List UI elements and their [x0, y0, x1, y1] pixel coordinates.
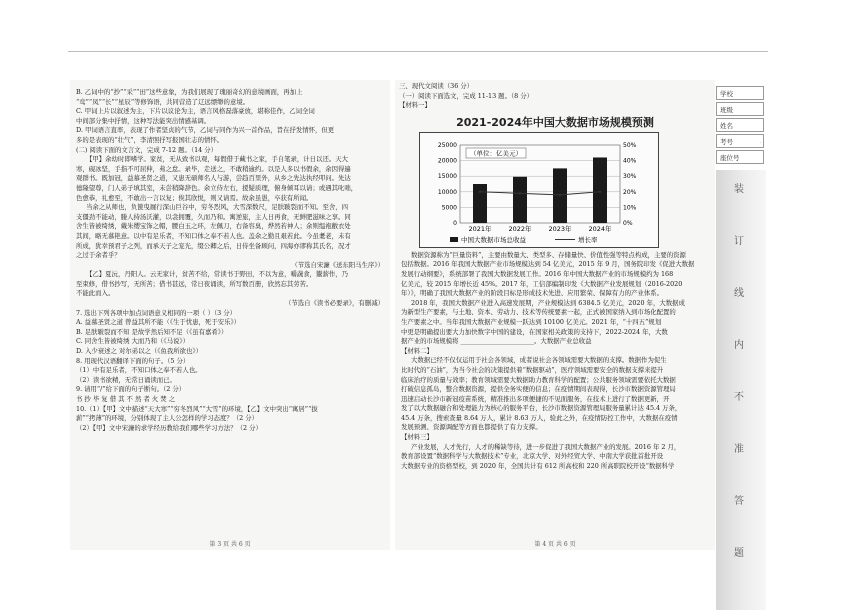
bar-2021年	[473, 184, 487, 223]
text-line: 【材料二】	[401, 346, 433, 355]
text-line: 中更是明确提出要大力加快数字中国的建设，在国家相关政策的支持下，2022-2024 年，大数	[401, 327, 668, 336]
x-tick-label: 2023年	[548, 224, 572, 233]
legend-line-label: 增长率	[578, 235, 598, 244]
text-line: 之过于余者乎？	[76, 251, 121, 260]
x-tick-label: 2024年	[588, 224, 612, 233]
student-info-field[interactable]: 考号	[716, 134, 764, 148]
section-heading: （一）阅读下面选文，完成 11-13 题。（8 分）	[399, 91, 534, 100]
growth-rate-point	[519, 192, 521, 194]
legend-bar-swatch	[450, 237, 458, 242]
student-info-field[interactable]: 学校	[716, 86, 764, 100]
growth-rate-point	[599, 190, 601, 192]
text-line: 发展行动纲要》，系统部署了我国大数据发展工作。2016 年中国大数据产业的市场规模约为 168	[401, 269, 674, 278]
text-line: B. 乙词中的“抄”“采”“田”这些意象，为我们展现了瑰丽奇幻的意境画面，再加上	[76, 88, 303, 96]
text-line: 多的是表现的“壮气”，李清照抒写报国壮志的情怀。	[76, 135, 224, 144]
seal-char: 准	[734, 444, 744, 455]
text-line: 9. 请用“/”给下面的句子断句。（2 分）	[76, 385, 186, 394]
text-line: 薪”“拷薄”的环境，分别体现了主人公怎样的学习态度？（2 分）	[76, 414, 259, 423]
y-left-tick-label: 10000	[437, 188, 457, 196]
text-line: D. 入少衰述之 对尔弟以之（《鱼我所欲也》）	[76, 347, 203, 356]
text-line: 所成，犹幸预君子之列，而承天子之宠光，缀公卿之后，日侍坐备顾问，四海亦谬称其氏名，况才	[76, 241, 351, 250]
growth-rate-point	[559, 194, 561, 196]
text-line: B. 足肤皲裂而不知 是故学然后知不足（《虽有嘉肴》）	[76, 327, 228, 336]
text-line: 【甲】余幼时即嗜学。家贫，无从致书以观，每假借于藏书之家，手自笔录，计日以还。天大	[86, 155, 349, 164]
y-left-tick-label: 25000	[437, 141, 457, 149]
text-line: 临床治疗的质量与效率；教育领域需要大数据助力教育科学的配置；公共服务领域需要依托大数据	[401, 375, 676, 384]
seal-line-band	[716, 170, 766, 610]
text-line: 舍生皆被绮绣，戴朱缨宝饰之帽，腰白玉之环，左佩刀，右备容臭，烨然若神人；余则缊袍敝衣处	[76, 222, 351, 231]
text-line: （2）读书欲精，无常日诵读而已。	[76, 375, 176, 384]
text-line: “鸾”“凤”“长”“星辰”等修饰语，共同营造了辽远缥缈的意境。	[76, 97, 250, 106]
text-line: （1）中有足乐者，不知口体之奉不若人也。	[76, 366, 202, 375]
scan-mark: ·	[760, 140, 762, 146]
text-line: 产业发展，人才先行，人才的稀缺等待，进一步促进了我国大数据产业的发展。2016 年 2 月，	[411, 442, 681, 451]
y-left-tick-label: 5000	[441, 204, 457, 212]
text-line: 2018 年，我国大数据产业进入高速发展期，产业规模达到 6384.5 亿美元，2020 年，大数据成	[411, 298, 685, 307]
market-size-chart	[420, 133, 658, 247]
text-line: A. 益慕圣贤之道 曾益其所不能（《生于忧患，死于安乐》）	[76, 318, 241, 327]
seal-char: 线	[734, 288, 744, 299]
unit-label: （单位：亿美元）	[470, 149, 522, 158]
text-line: 支僵劲不能动，媵人持汤沃灌，以衾拥覆，久而乃和。寓逆旅，主人日再食，无鲜肥滋味之享。同	[76, 212, 351, 221]
text-line: 中间部分集中抒情，这种写法能突出情感基调。	[76, 116, 211, 125]
text-line: 发了以大数据融合和处理能力为核心的服务平台，长沙市数据资源管理局服务量累计达 45.4 万条，	[401, 404, 682, 413]
text-line: 年）》，明确了我国大数据产业的阶段目标是形成技术先进、应用繁荣、保障有力的产业体系。	[401, 289, 664, 298]
text-line: 其间，略无慕艳意。以中有足乐者，不知口体之奉不若人也。盖余之勤且艰若此。今虽耄老，未有	[76, 231, 351, 240]
y-left-tick-label: 0	[453, 219, 457, 227]
text-line: D. 甲词语言直率，表现了作者坚贞的气节，乙词与同作为兴一首作品，旨在抒发情怀，但更	[76, 126, 335, 135]
text-line: 观群书。既加冠，益慕圣贤之道，又患无硕师名人与游，尝趋百里外，从乡之先达执经叩问。先达	[76, 174, 351, 183]
page-footer-left: 第 3 页 共 6 页	[209, 541, 251, 548]
student-info-field[interactable]: 姓名	[716, 118, 764, 132]
text-line: 打破信息孤岛，整合数据资源，提供全务实便的信息；在疫情期间表现得，长沙市数据资源管理局	[401, 385, 676, 394]
text-line: 德隆望尊，门人弟子填其室，未尝稍降辞色。余立侍左右，援疑质理，俯身倾耳以请；或遇其叱咄，	[76, 183, 358, 192]
left-page-body	[70, 80, 390, 433]
text-line: 大数据专业的资格型校，到 2020 年，全国共计有 612 所高校和 220 所高职院校开设“数据科学	[401, 461, 675, 470]
section-heading: 【材料一】	[399, 101, 431, 110]
seal-char: 订	[734, 236, 744, 247]
text-line: 当余之从师也，负箧曳屣行深山巨谷中，穷冬烈风，大雪深数尺，足肤皲裂而不知。至舍，四	[86, 203, 349, 212]
bar-2022年	[513, 177, 527, 223]
y-left-tick-label: 15000	[437, 172, 457, 180]
text-line: 教育部设置“数据科学与大数据技术”专业，北京大学、对外经贸大学、中南大学获批首批开设	[401, 452, 664, 461]
seal-char: 不	[734, 392, 744, 403]
seal-char: 内	[734, 340, 744, 351]
right-page-body	[395, 251, 715, 472]
y-right-tick-label: 40%	[623, 157, 637, 165]
growth-rate-point	[479, 190, 481, 192]
text-line: 不能此而入。	[76, 289, 115, 298]
y-right-tick-label: 10%	[623, 204, 637, 212]
text-line: C. 甲词上片以叙述为主，下片以议论为主，语言风格磊落豪放，堪称佳作，乙词全词	[76, 107, 315, 116]
text-line: 7. 选出下列各项中加点词语意义相同的一项（ ）（3 分）	[76, 308, 237, 317]
y-right-tick-label: 30%	[623, 172, 637, 180]
text-line: 据产业的市场规模将 _______________________。大数据产业总收益	[401, 337, 592, 346]
seal-char: 题	[734, 548, 744, 559]
page-footer-right: 第 4 页 共 6 页	[534, 541, 576, 548]
text-line: 比时代的“石油”，为当今社会的决策提供着“数据驱动”，医疗领域需要安全的数据支撑来提升	[401, 365, 664, 374]
student-info-field[interactable]: 座位号	[716, 150, 764, 164]
x-tick-label: 2022年	[508, 224, 532, 233]
text-line: 亿美元，较 2015 年增长近 45%。2017 年，工信部编制印发《大数据产业发展规划（2016-2020	[401, 279, 683, 288]
growth-rate-line	[480, 192, 600, 195]
exam-page-3	[70, 80, 390, 550]
y-right-tick-label: 0%	[623, 219, 633, 227]
text-line: 【乙】夏沅，丹阳人。云无家计，贫苦不给，常读书于野田，不以为意，嚼蔬食，鬻薪作，乃	[86, 270, 349, 279]
y-left-tick-label: 20000	[437, 157, 457, 165]
text-line: 大数据已经不仅仅运用于社会各领域，成者说社会各领域需要大数据的支撑。数据作为促生	[411, 356, 667, 365]
text-line: 10.（1）【甲】文中描述“天大寒”“穷冬烈风”“大雪”的环境，【乙】文中突出“寓居”“拔	[76, 404, 318, 413]
text-line: 【材料三】	[401, 433, 433, 442]
text-line: C. 同舍生皆被绮绣 大而乃和（《马说》）	[76, 337, 189, 346]
text-line: （2）【甲】文中宋濂的求学经历教给我们哪些学习方法？（2 分）	[76, 423, 262, 432]
chart-frame	[419, 132, 659, 248]
text-line: 8. 用现代汉语翻译下面的句子。（5 分）	[76, 356, 190, 365]
text-line: 寒，砚冰坚，手指不可屈伸，弗之怠。录毕，走送之，不敢稍逾约。以是人多以书假余，余因得遍	[76, 164, 351, 173]
x-tick-label: 2021年	[468, 224, 492, 233]
page-top-rule	[68, 51, 768, 52]
text-line: 迅速启动长沙市新冠疫苗系统，精准推出多项便捷的不见面服务，在技术上进行了数据更新，开	[401, 394, 670, 403]
bar-2024年	[593, 157, 607, 223]
y-right-tick-label: 50%	[623, 141, 637, 149]
text-line: 包括数据。2016 年我国大数据产业市场规模达到 54 亿美元，2015 年 9 月，国务院印发《促进大数据	[401, 260, 695, 269]
student-info-field[interactable]: 班级	[716, 102, 764, 116]
text-line: 书 抄 毕 复 借 其 不 然 者 火 焚 之	[76, 395, 176, 403]
text-line: (二) 阅读下面的文言文，完成 7-12 题。（14 分）	[76, 145, 218, 154]
text-line: 发展预测、资源调配等方面也都提供了有力支撑。	[401, 423, 542, 432]
seal-char: 答	[734, 496, 744, 507]
text-line: 数据资源称为“巨量资料”，主要由数量大、类型多、存储量快、价值性强等特点构成，主要的资源	[411, 250, 686, 259]
legend-bar-label: 中国大数据市场总收益	[461, 235, 526, 244]
text-line: （节选自《读书必要录》，有删减）	[284, 299, 384, 308]
right-page-header	[395, 80, 715, 111]
text-line: 45.4 万条，搜索查量 8.64 万人，累计 8.63 万人，验此之外，在疫情防控工作中，大数据在疫情	[401, 413, 678, 422]
text-line: 生产要素之中。当年我国大数据产业规模一跃达到 10100 亿美元。2021 年，“十四五”规划	[401, 317, 662, 326]
y-right-tick-label: 20%	[623, 188, 637, 196]
chart-title: 2021-2024年中国大数据市场规模预测	[456, 115, 654, 129]
binding-strip	[716, 80, 766, 559]
text-line: （节选自宋濂《送东阳马生序》）	[291, 260, 384, 269]
exam-page-4	[395, 80, 715, 550]
seal-char: 装	[734, 184, 744, 195]
text-line: 为新型生产要素，与土地、资本、劳动力、技术等传统要素一起，正式被国家纳入到市场化配置的	[401, 308, 676, 317]
text-line: 色愈恭，礼愈至，不敢出一言以复；俟其欣悦，则又请焉。故余虽愚，卒获有所闻。	[76, 193, 313, 202]
text-line: 至束修，借书抄写，无所苦；借书甚远，常日夜诵读，所写数百册，欣然忘其劳苦。	[76, 279, 313, 288]
section-heading: 三、现代文阅读（36 分）	[399, 82, 474, 90]
